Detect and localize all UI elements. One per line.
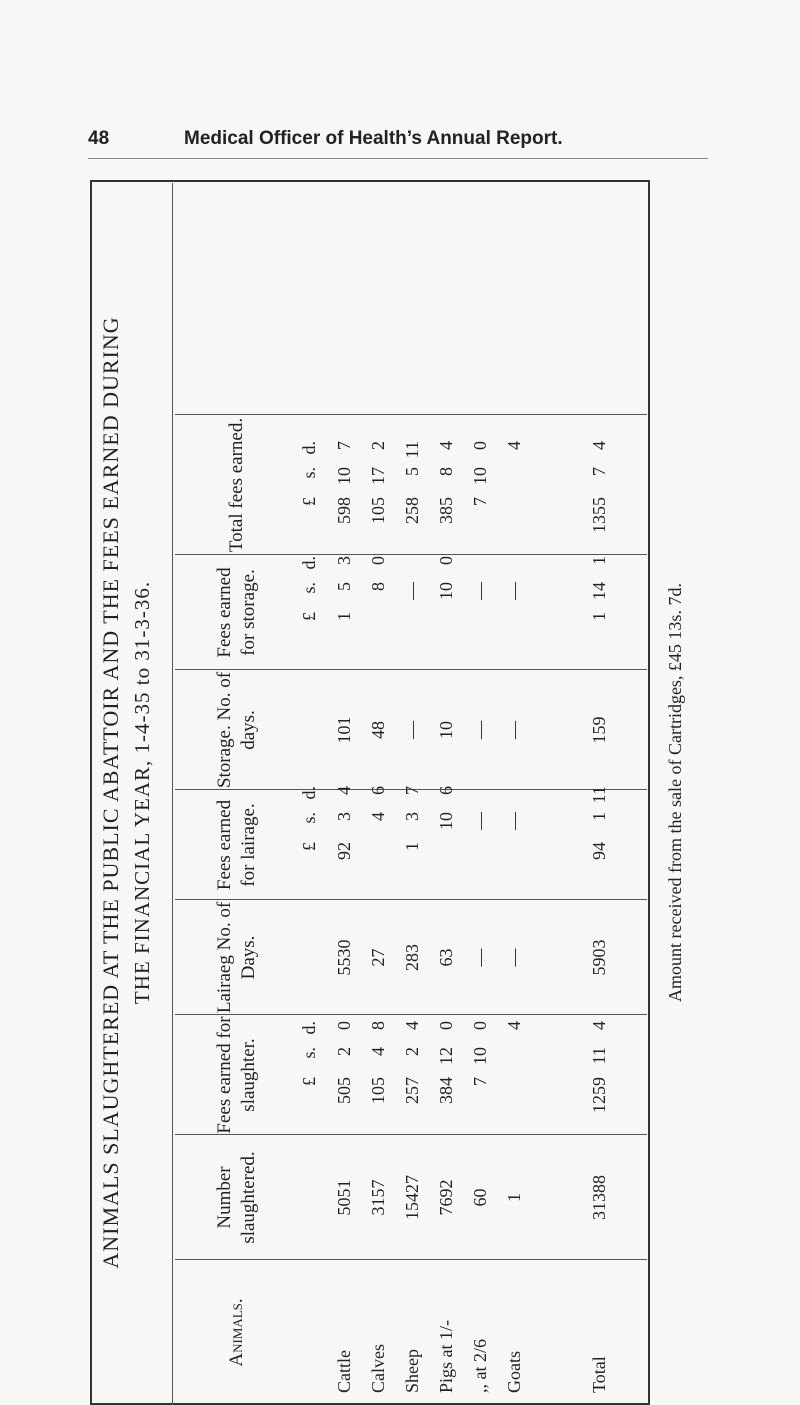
table-row-slaughter	[466, 1021, 494, 1123]
page-header	[88, 128, 718, 154]
table-row-slaughter	[432, 1021, 460, 1123]
column-header-8: Total fees earned.	[226, 417, 247, 553]
money-unit: s.	[299, 582, 319, 594]
table-row-slaughter	[364, 1021, 392, 1123]
money-part: 4	[368, 812, 388, 821]
money-part: 10	[334, 467, 354, 485]
money-part: —	[504, 812, 524, 830]
money-part: 2	[368, 441, 388, 450]
money-part: 105	[368, 1077, 388, 1104]
money-part: 92	[334, 842, 354, 860]
money-part: 4	[504, 1021, 524, 1030]
money-part: 7	[402, 786, 422, 795]
money-part: 4	[334, 786, 354, 795]
money-part: 1355	[589, 497, 609, 533]
table-row-lairage_days: —	[470, 948, 490, 967]
table-row-storage	[364, 556, 392, 658]
money-part: 2	[402, 1047, 422, 1056]
money-part: 4	[402, 1021, 422, 1030]
money-part: 1	[402, 842, 422, 851]
money-part: 6	[436, 786, 456, 795]
table-row-label: Cattle	[334, 1350, 354, 1393]
money-unit: s.	[299, 467, 319, 479]
money-unit: £	[299, 612, 319, 621]
table-row-total	[432, 441, 460, 543]
money-part: 8	[436, 467, 456, 476]
money-unit: d.	[299, 441, 319, 455]
table-row-storage_days: 48	[368, 721, 388, 739]
rotated-table-page	[90, 180, 710, 1405]
table-row-total	[364, 441, 392, 543]
table-row-number: 3157	[368, 1179, 388, 1216]
money-part: 2	[334, 1047, 354, 1056]
money-part: 1	[589, 556, 609, 565]
table-row-storage	[398, 556, 426, 658]
money-part: 505	[334, 1077, 354, 1104]
column-header-5: Fees earned for lairage.	[214, 799, 259, 891]
table-row-storage	[500, 556, 528, 658]
column-header-3: Fees earned for slaughter.	[214, 1016, 259, 1134]
money-part: 0	[436, 556, 456, 565]
money-unit: d.	[299, 556, 319, 570]
table-row-total	[330, 441, 358, 543]
table-subtitle: THE FINANCIAL YEAR, 1-4-35 to 31-3-36.	[130, 580, 154, 1005]
total-row-label: Total	[589, 1356, 609, 1393]
table-row-lairage_days: —	[504, 948, 524, 967]
total-row-storage	[585, 556, 613, 658]
money-part: 10	[436, 812, 456, 830]
table-row-total	[500, 441, 528, 543]
money-part: 6	[368, 786, 388, 795]
table-row-storage	[432, 556, 460, 658]
money-part: 257	[402, 1077, 422, 1104]
money-part: 11	[589, 1047, 609, 1065]
table-row-storage_days: 101	[334, 716, 354, 744]
title-divider	[172, 183, 173, 1405]
cartridge-footnote: Amount received from the sale of Cartridges, £45 13s. 7d.	[665, 583, 685, 1002]
money-part: 3	[334, 812, 354, 821]
money-units	[295, 786, 323, 888]
money-part: 10	[436, 582, 456, 600]
money-part: —	[470, 812, 490, 830]
table-row-slaughter	[500, 1021, 528, 1123]
money-part: 10	[470, 467, 490, 485]
money-units	[295, 441, 323, 543]
money-part: 1	[589, 612, 609, 621]
table-row-storage	[466, 556, 494, 658]
table-row-lairage_days: 283	[402, 944, 422, 971]
table-title: ANIMALS SLAUGHTERED AT THE PUBLIC ABATTOIR AND THE FEES EARNED DURING	[98, 316, 123, 1269]
money-unit: d.	[299, 1021, 319, 1035]
money-part: 598	[334, 497, 354, 524]
money-part: 11	[402, 441, 422, 459]
table-row-lairage_days: 63	[436, 948, 456, 967]
column-header-4: Lairaeg No. of Days.	[214, 901, 259, 1014]
table-row-label: Calves	[368, 1344, 388, 1393]
table-row-number: 1	[504, 1193, 524, 1202]
money-part: 94	[589, 842, 609, 860]
table-row-lairage	[364, 786, 392, 888]
money-units	[295, 1021, 323, 1123]
money-part: 385	[436, 497, 456, 524]
total-row-storage_days: 159	[589, 716, 609, 744]
column-header-1: Animals.	[226, 1298, 247, 1367]
table-row-number: 5051	[334, 1179, 354, 1216]
money-part: 7	[334, 441, 354, 450]
table-row-lairage	[330, 786, 358, 888]
money-part: 17	[368, 467, 388, 485]
money-part: 0	[334, 1021, 354, 1030]
money-unit: d.	[299, 786, 319, 800]
money-part: 4	[436, 441, 456, 450]
money-part: 11	[589, 786, 609, 804]
table-row-storage_days: 10	[436, 721, 456, 739]
table-row-total	[398, 441, 426, 543]
money-part: 14	[589, 582, 609, 600]
money-part: —	[470, 582, 490, 600]
table-row-number: 15427	[402, 1175, 422, 1220]
money-part: 8	[368, 582, 388, 591]
money-part: 10	[470, 1047, 490, 1065]
money-part: 5	[402, 467, 422, 476]
money-part: 0	[470, 1021, 490, 1030]
money-unit: £	[299, 497, 319, 506]
money-unit: £	[299, 842, 319, 851]
table-row-lairage	[466, 786, 494, 888]
table-row-lairage_days: 5530	[334, 939, 354, 976]
money-part: 7	[470, 497, 490, 506]
column-header-6: Storage. No. of days.	[214, 671, 259, 789]
table-row-label: ,, at 2/6	[470, 1339, 490, 1393]
money-part: 0	[368, 556, 388, 565]
page-title: Medical Officer of Health’s Annual Report.	[184, 128, 563, 149]
money-unit: s.	[299, 812, 319, 824]
money-part: 3	[334, 556, 354, 565]
table-row-storage_days: —	[402, 721, 422, 739]
money-part: 1	[589, 812, 609, 821]
money-units	[295, 556, 323, 658]
money-part: 7	[589, 467, 609, 476]
page-number: 48	[88, 128, 110, 149]
money-part: 4	[504, 441, 524, 450]
table-row-label: Goats	[504, 1351, 524, 1393]
total-row-slaughter	[585, 1021, 613, 1123]
money-part: 5	[334, 582, 354, 591]
table-row-label: Pigs at 1/-	[436, 1319, 456, 1393]
money-unit: £	[299, 1077, 319, 1086]
money-part: 4	[368, 1047, 388, 1056]
table-row-number: 60	[470, 1188, 490, 1207]
money-part: 105	[368, 497, 388, 524]
table-row-slaughter	[330, 1021, 358, 1123]
table-row-storage_days: —	[470, 721, 490, 739]
table-row-lairage	[500, 786, 528, 888]
table-row-total	[466, 441, 494, 543]
table-row-lairage	[432, 786, 460, 888]
total-row-number: 31388	[589, 1175, 609, 1220]
money-part: 384	[436, 1077, 456, 1104]
money-part: 1	[334, 612, 354, 621]
table-row-lairage	[398, 786, 426, 888]
money-part: 258	[402, 497, 422, 524]
total-row-lairage_days: 5903	[589, 939, 609, 976]
table-row-lairage_days: 27	[368, 948, 388, 967]
money-part: 12	[436, 1047, 456, 1065]
money-part: —	[504, 582, 524, 600]
money-part: 4	[589, 441, 609, 450]
table-row-storage	[330, 556, 358, 658]
money-part: 4	[589, 1021, 609, 1030]
total-row-lairage	[585, 786, 613, 888]
money-part: 8	[368, 1021, 388, 1030]
money-part: 1259	[589, 1077, 609, 1113]
table-row-slaughter	[398, 1021, 426, 1123]
money-unit: s.	[299, 1047, 319, 1059]
column-header-7: Fees earned for storage.	[214, 567, 259, 658]
table-row-label: Sheep	[402, 1349, 422, 1393]
money-part: 3	[402, 812, 422, 821]
money-part: —	[402, 582, 422, 600]
money-part: 0	[436, 1021, 456, 1030]
money-part: 0	[470, 441, 490, 450]
column-header-2: Number slaughtered.	[214, 1151, 259, 1244]
total-row-total	[585, 441, 613, 543]
header-rule	[88, 158, 708, 159]
money-part: 7	[470, 1077, 490, 1086]
table-row-number: 7692	[436, 1179, 456, 1216]
table-row-storage_days: —	[504, 721, 524, 739]
